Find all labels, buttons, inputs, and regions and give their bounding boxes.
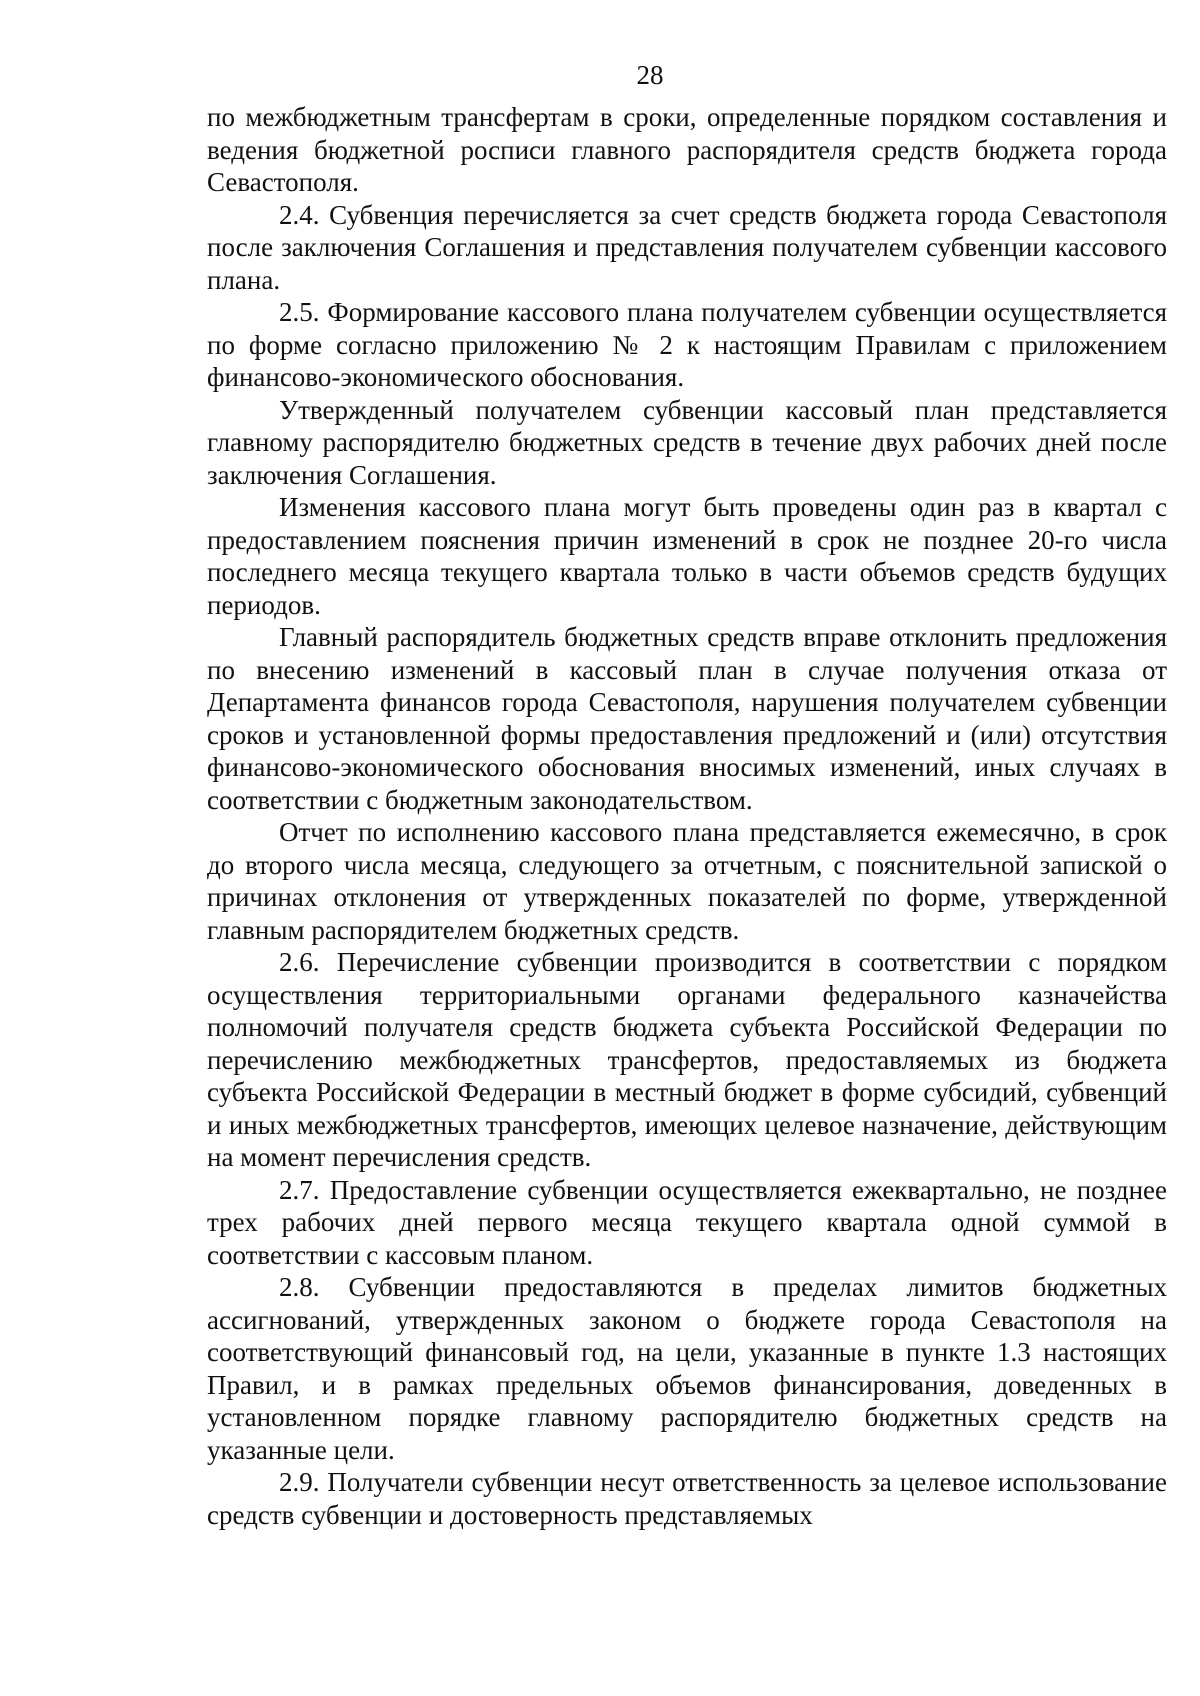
paragraph-cash-plan-approval: Утвержденный получателем субвенции кассовый план представляется главному распорядителю бюджетных средств в течение двух рабочих дней после заключения Соглашения.	[207, 394, 1167, 490]
paragraph-2-6: 2.6. Перечисление субвенции производится в соответствии с порядком осуществления территориальными органами федерального казначейства полномочий получателя средств бюджета субъекта Российской Федерации по перечислению межбюджетных трансфертов, предоставляемых из бюджета субъекта Российской Федерации в местный бюджет в форме субсидий, субвенций и иных межбюджетных трансфертов, имеющих целевое назначение, действующим на момент перечисления средств.	[207, 947, 1167, 1172]
page-number: 28	[636, 60, 664, 90]
paragraph-2-7: 2.7. Предоставление субвенции осуществляется ежеквартально, не позднее трех рабочих дней первого месяца текущего квартала одной суммой в соответствии с кассовым планом.	[207, 1174, 1167, 1270]
paragraph-2-8: 2.8. Субвенции предоставляются в пределах лимитов бюджетных ассигнований, утвержденных законом о бюджете города Севастополя на соответствующий финансовый год, на цели, указанные в пункте 1.3 настоящих Правил, и в рамках предельных объемов финансирования, доведенных в установленном порядке главному распорядителю бюджетных средств на указанные цели.	[207, 1272, 1167, 1465]
paragraph-cash-plan-changes: Изменения кассового плана могут быть проведены один раз в квартал с предоставлением пояснения причин изменений в срок не позднее 20-го числа последнего месяца текущего квартала только в части объемов средств будущих периодов.	[207, 492, 1167, 620]
paragraph-2-4: 2.4. Субвенция перечисляется за счет средств бюджета города Севастополя после заключения Соглашения и представления получателем субвенции кассового плана.	[207, 199, 1167, 295]
paragraph-continuation: по межбюджетным трансфертам в сроки, определенные порядком составления и ведения бюджетной росписи главного распорядителя средств бюджета города Севастополя.	[207, 102, 1167, 197]
paragraph-2-9: 2.9. Получатели субвенции несут ответственность за целевое использование средств субвенции и достоверность представляемых	[207, 1467, 1167, 1530]
document-body	[207, 101, 1167, 1531]
paragraph-monthly-report: Отчет по исполнению кассового плана представляется ежемесячно, в срок до второго числа месяца, следующего за отчетным, с пояснительной запиской о причинах отклонения от утвержденных показателей по форме, утвержденной главным распорядителем бюджетных средств.	[207, 817, 1167, 945]
paragraph-rejection-rights: Главный распорядитель бюджетных средств вправе отклонить предложения по внесению изменений в кассовый план в случае получения отказа от Департамента финансов города Севастополя, нарушения получателем субвенции сроков и установленной формы предоставления предложений и (или) отсутствия финансово-экономического обоснования вносимых изменений, иных случаях в соответствии с бюджетным законодательством.	[207, 622, 1167, 815]
paragraph-2-5: 2.5. Формирование кассового плана получателем субвенции осуществляется по форме согласно приложению № 2 к настоящим Правилам с приложением финансово-экономического обоснования.	[207, 297, 1167, 392]
